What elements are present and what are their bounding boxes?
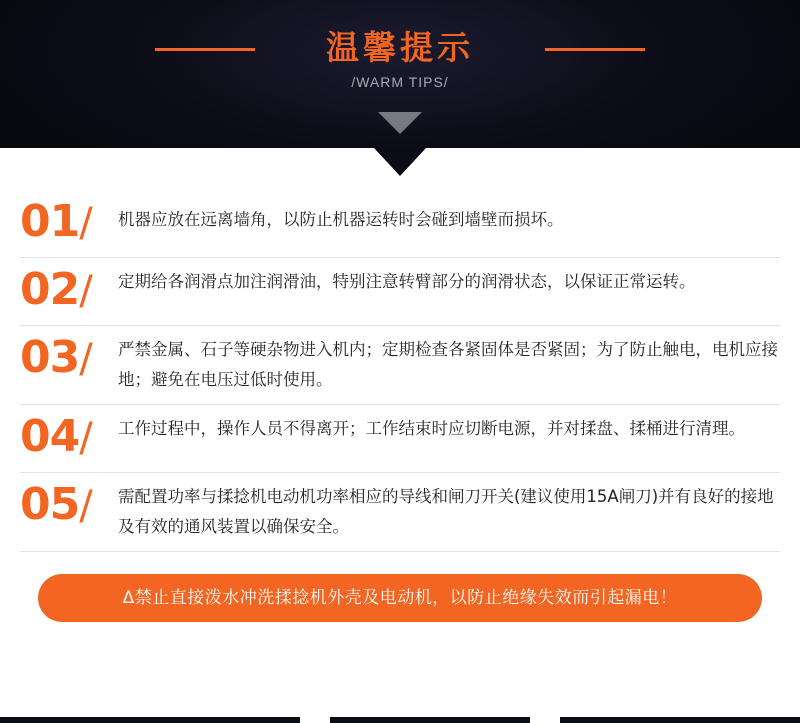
warning-banner: Δ禁止直接泼水冲洗揉捻机外壳及电动机，以防止绝缘失效而引起漏电！ [38,574,762,622]
list-item [20,190,780,258]
tip-number [20,480,118,531]
tip-number-slash: / [79,268,92,314]
tip-number-slash: / [79,200,92,246]
page-title: 温馨提示 [326,28,474,67]
list-item [20,473,780,552]
arrow-down-icon [378,112,422,134]
page-subtitle: /WARM TIPS/ [351,74,449,90]
tip-number-value: 04 [20,411,80,462]
tip-number-slash: / [79,336,92,382]
list-item [20,258,780,326]
tip-number-value: 01 [20,196,80,247]
tip-number-slash: / [79,483,92,529]
bottom-strip [0,717,800,723]
warning-wrap [0,552,800,622]
tip-number-value: 05 [20,479,80,530]
bottom-strip-segment [0,717,300,723]
tip-text: 严禁金属、石子等硬杂物进入机内；定期检查各紧固体是否紧固；为了防止触电，电机应接地；避免在电压过低时使用。 [118,340,778,389]
bottom-strip-segment [560,717,800,723]
tip-text: 机器应放在远离墙角，以防止机器运转时会碰到墙壁而损坏。 [118,210,564,229]
list-item [20,405,780,473]
header-title-wrap [0,28,800,90]
tip-number-slash: / [79,415,92,461]
tip-number [20,265,118,316]
tip-number [20,197,118,248]
tip-text: 需配置功率与揉捻机电动机功率相应的导线和闸刀开关(建议使用15A闸刀)并有良好的接地及有效的通风装置以确保安全。 [118,487,774,536]
bottom-strip-segment [330,717,530,723]
tip-text: 定期给各润滑点加注润滑油，特别注意转臂部分的润滑状态，以保证正常运转。 [118,272,696,291]
tip-number-value: 02 [20,264,80,315]
tip-text: 工作过程中，操作人员不得离开；工作结束时应切断电源，并对揉盘、揉桶进行清理。 [118,419,745,438]
tip-number [20,412,118,463]
list-item [20,326,780,405]
tips-list [0,148,800,552]
header-banner [0,0,800,148]
tip-number [20,333,118,384]
tip-number-value: 03 [20,332,80,383]
